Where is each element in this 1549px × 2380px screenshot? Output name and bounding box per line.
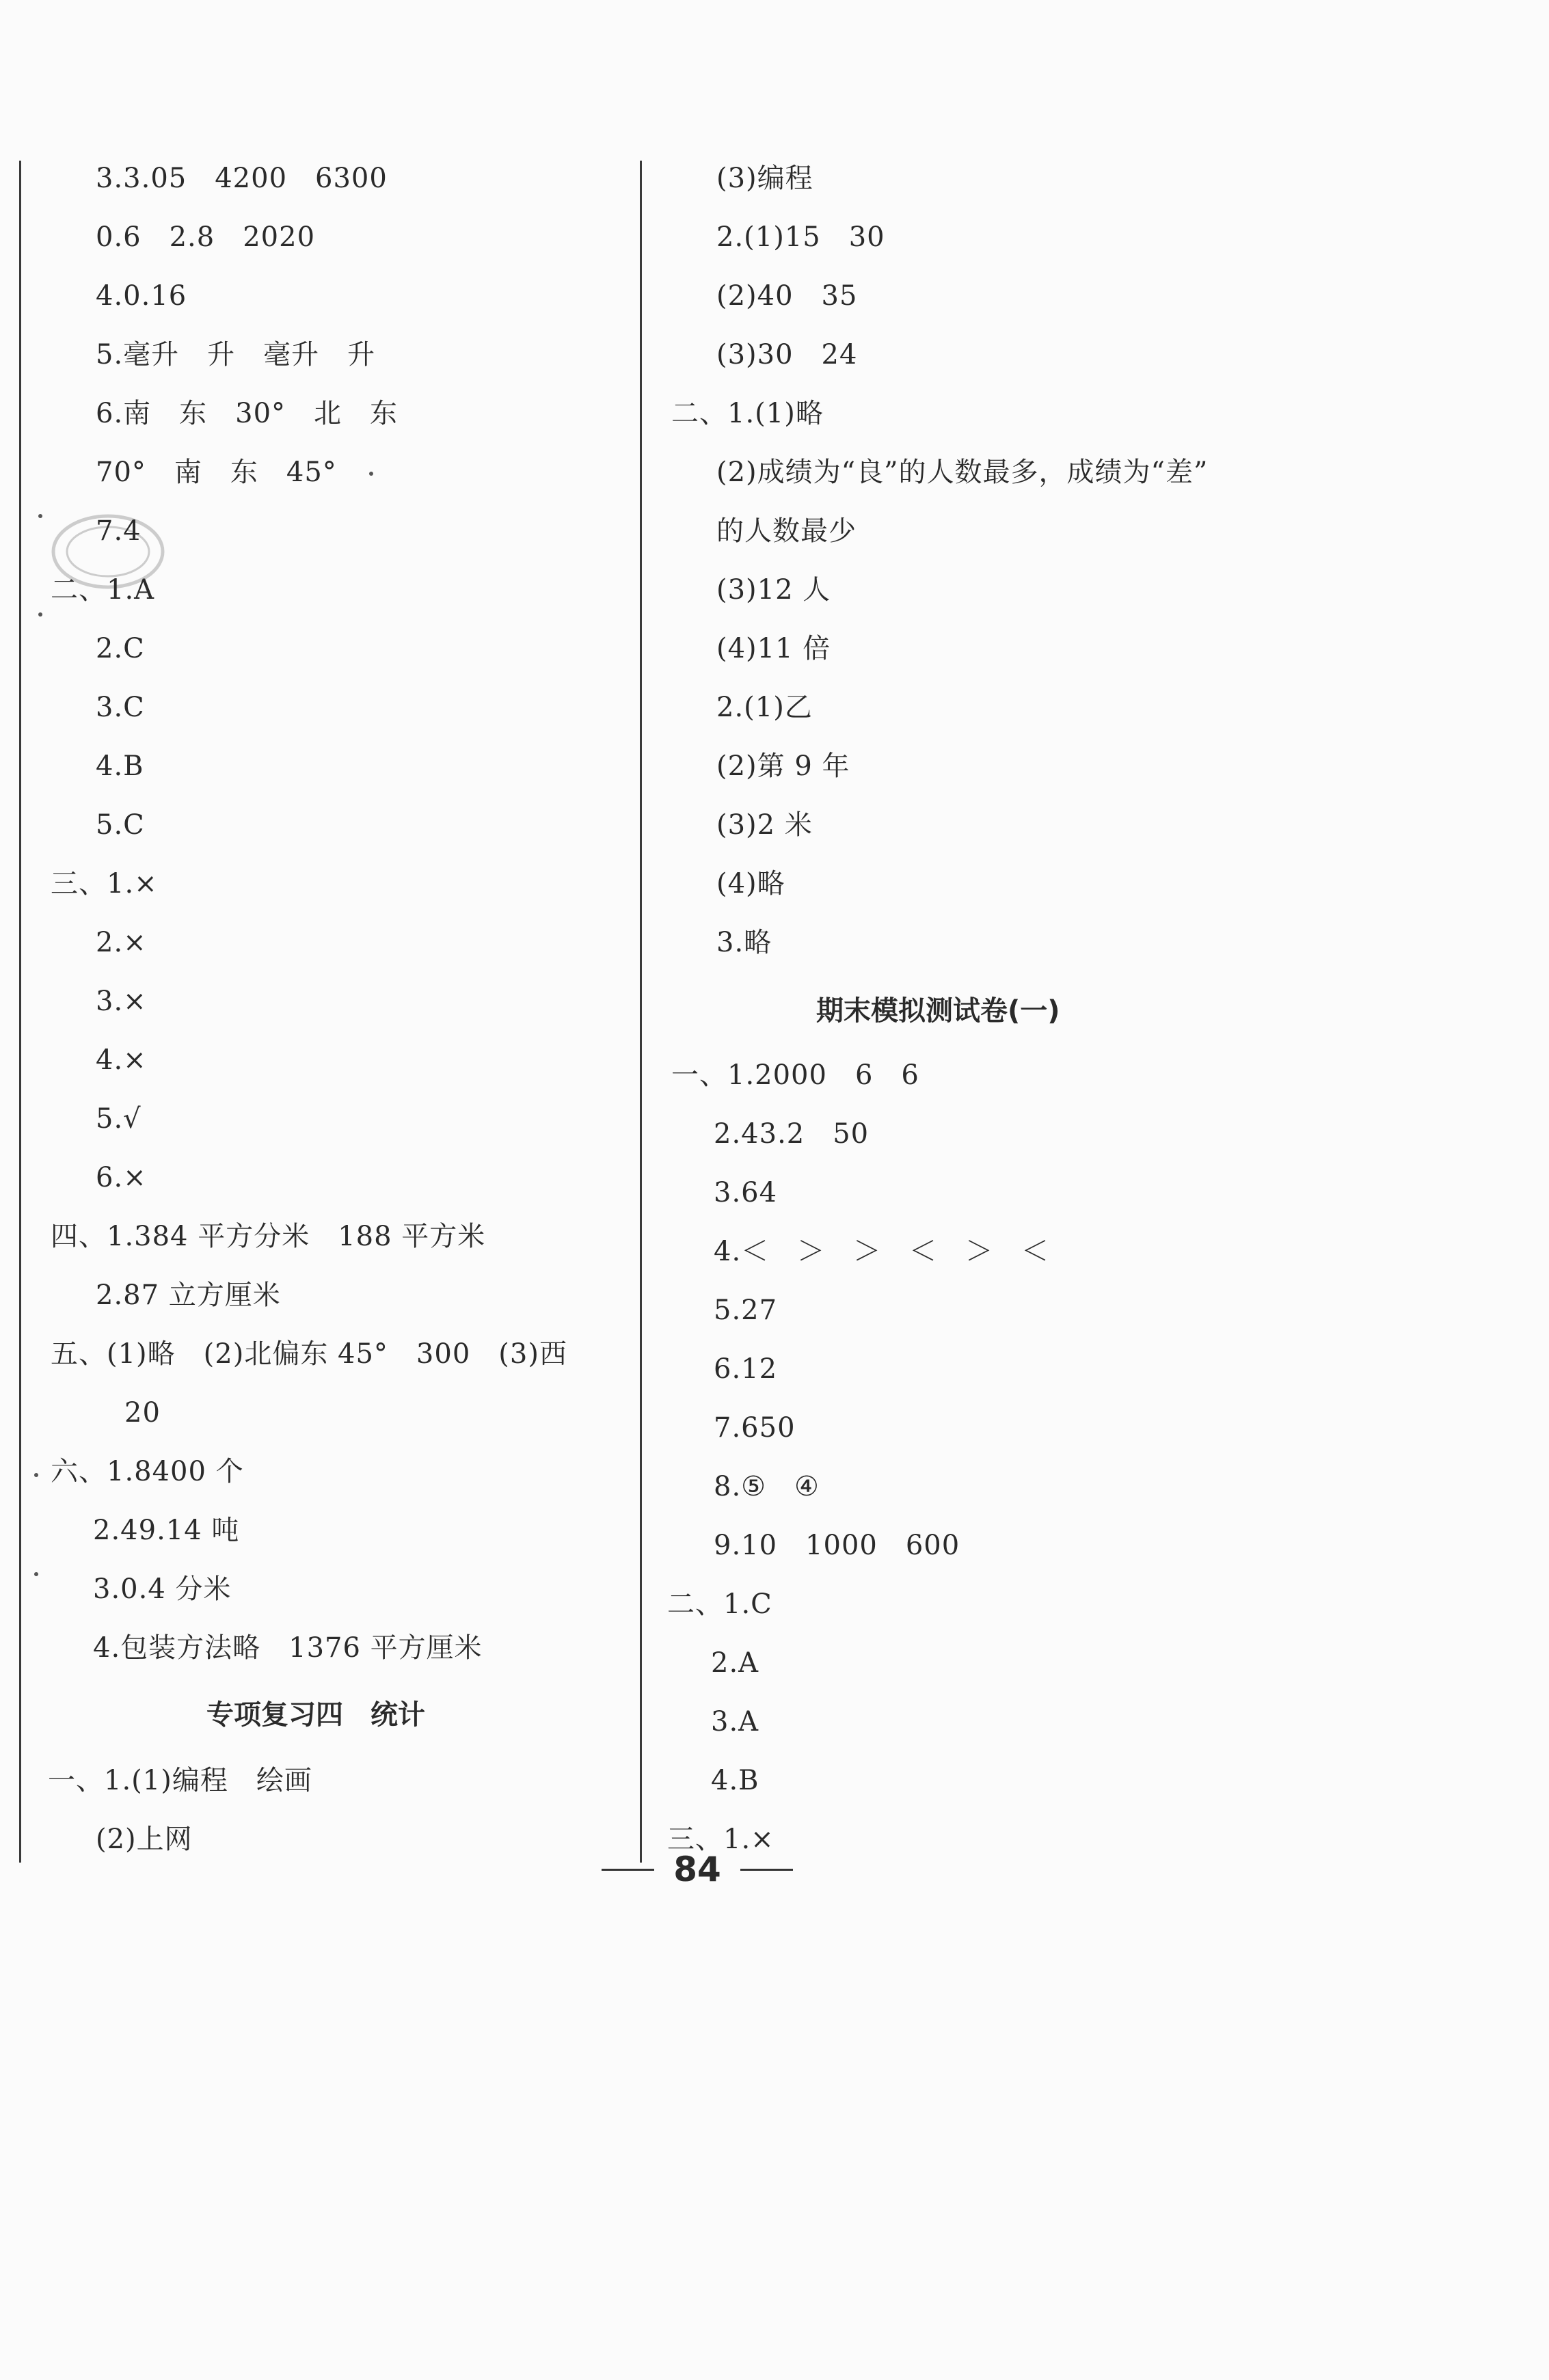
answer-line: 3.3.05 4200 6300 [96,163,388,194]
answer-line: 6.× [96,1162,147,1193]
answer-line: 0.6 2.8 2020 [96,221,316,253]
section-heading: 期末模拟测试卷(一) [816,995,1060,1027]
answer-line: (2)成绩为“良”的人数最多，成绩为“差” [716,457,1209,488]
answer-line: 2.A [711,1647,759,1679]
answer-line: (3)12 人 [716,574,831,606]
answer-line: 5.C [96,809,145,841]
answer-line: 7.650 [714,1412,796,1444]
speck [34,1572,38,1576]
answer-line: 4.包装方法略 1376 平方厘米 [93,1632,483,1664]
speck [369,472,373,476]
section-line: 一、1.2000 6 6 [671,1059,919,1091]
answer-line: 3.A [711,1706,759,1737]
answer-line: 5.毫升 升 毫升 升 [96,339,376,370]
speck [38,612,42,617]
answer-line: 3.× [96,986,147,1017]
answer-line: (3)2 米 [716,809,813,841]
answer-line: (3)编程 [716,163,813,194]
section-heading: 专项复习四 统计 [206,1699,425,1731]
answer-line: 8.⑤ ④ [714,1471,820,1502]
answer-line: (2)40 35 [716,280,858,312]
answer-line: (2)第 9 年 [716,750,850,782]
section-line: 二、1.(1)略 [671,398,824,429]
section-line: 二、1.A [51,574,155,606]
answer-line: 4.0.16 [96,280,187,312]
section-line: 四、1.384 平方分米 188 平方米 [51,1221,486,1252]
answer-line: 4.B [96,750,144,782]
answer-line: 6.南 东 30° 北 东 [96,398,399,429]
answer-line: 7.4 [96,515,142,547]
answer-line: 9.10 1000 600 [714,1530,960,1561]
answer-line: 3.C [96,692,145,723]
answer-line: 5.√ [96,1103,142,1135]
answer-line: 2.87 立方厘米 [96,1280,281,1311]
section-line: 六、1.8400 个 [51,1456,244,1487]
answer-line: (2)上网 [96,1824,193,1855]
speck [38,514,42,518]
answer-line: 2.(1)15 30 [716,221,885,253]
answer-line: 6.12 [714,1353,778,1385]
answer-line: (4)略 [716,868,785,900]
footer-dash [740,1869,793,1871]
page-number: 84 [673,1850,721,1889]
answer-line: (4)11 倍 [716,633,831,664]
answer-line: 5.27 [714,1295,778,1326]
answer-line: 20 [124,1397,161,1429]
footer-dash [602,1869,654,1871]
column-divider [640,161,642,1863]
answer-line: 2.49.14 吨 [93,1515,240,1546]
answer-line: 2.C [96,633,145,664]
section-line: 三、1.× [667,1824,774,1855]
answer-line: 4.× [96,1044,147,1076]
answer-line: 3.64 [714,1177,778,1208]
section-line: 二、1.C [667,1588,772,1620]
answer-line: (3)30 24 [716,339,858,370]
answer-line: 的人数最少 [716,515,857,547]
page-number-footer [602,1845,793,1893]
section-line: 五、(1)略 (2)北偏东 45° 300 (3)西 [51,1338,567,1370]
answer-line: 2.43.2 50 [714,1118,870,1150]
left-margin-rule [19,161,21,1863]
answer-line: 2.(1)乙 [716,692,813,723]
answer-line: 3.0.4 分米 [93,1573,232,1605]
speck [34,1473,38,1477]
answer-line: 4.B [711,1765,759,1796]
answer-line: 2.× [96,927,147,958]
answer-line: 3.略 [716,927,772,958]
answer-line: 4.＜ ＞ ＞ ＜ ＞ ＜ [714,1236,1050,1267]
answer-line: 70° 南 东 45° [96,457,337,488]
section-line: 一、1.(1)编程 绘画 [48,1765,312,1796]
section-line: 三、1.× [51,868,158,900]
